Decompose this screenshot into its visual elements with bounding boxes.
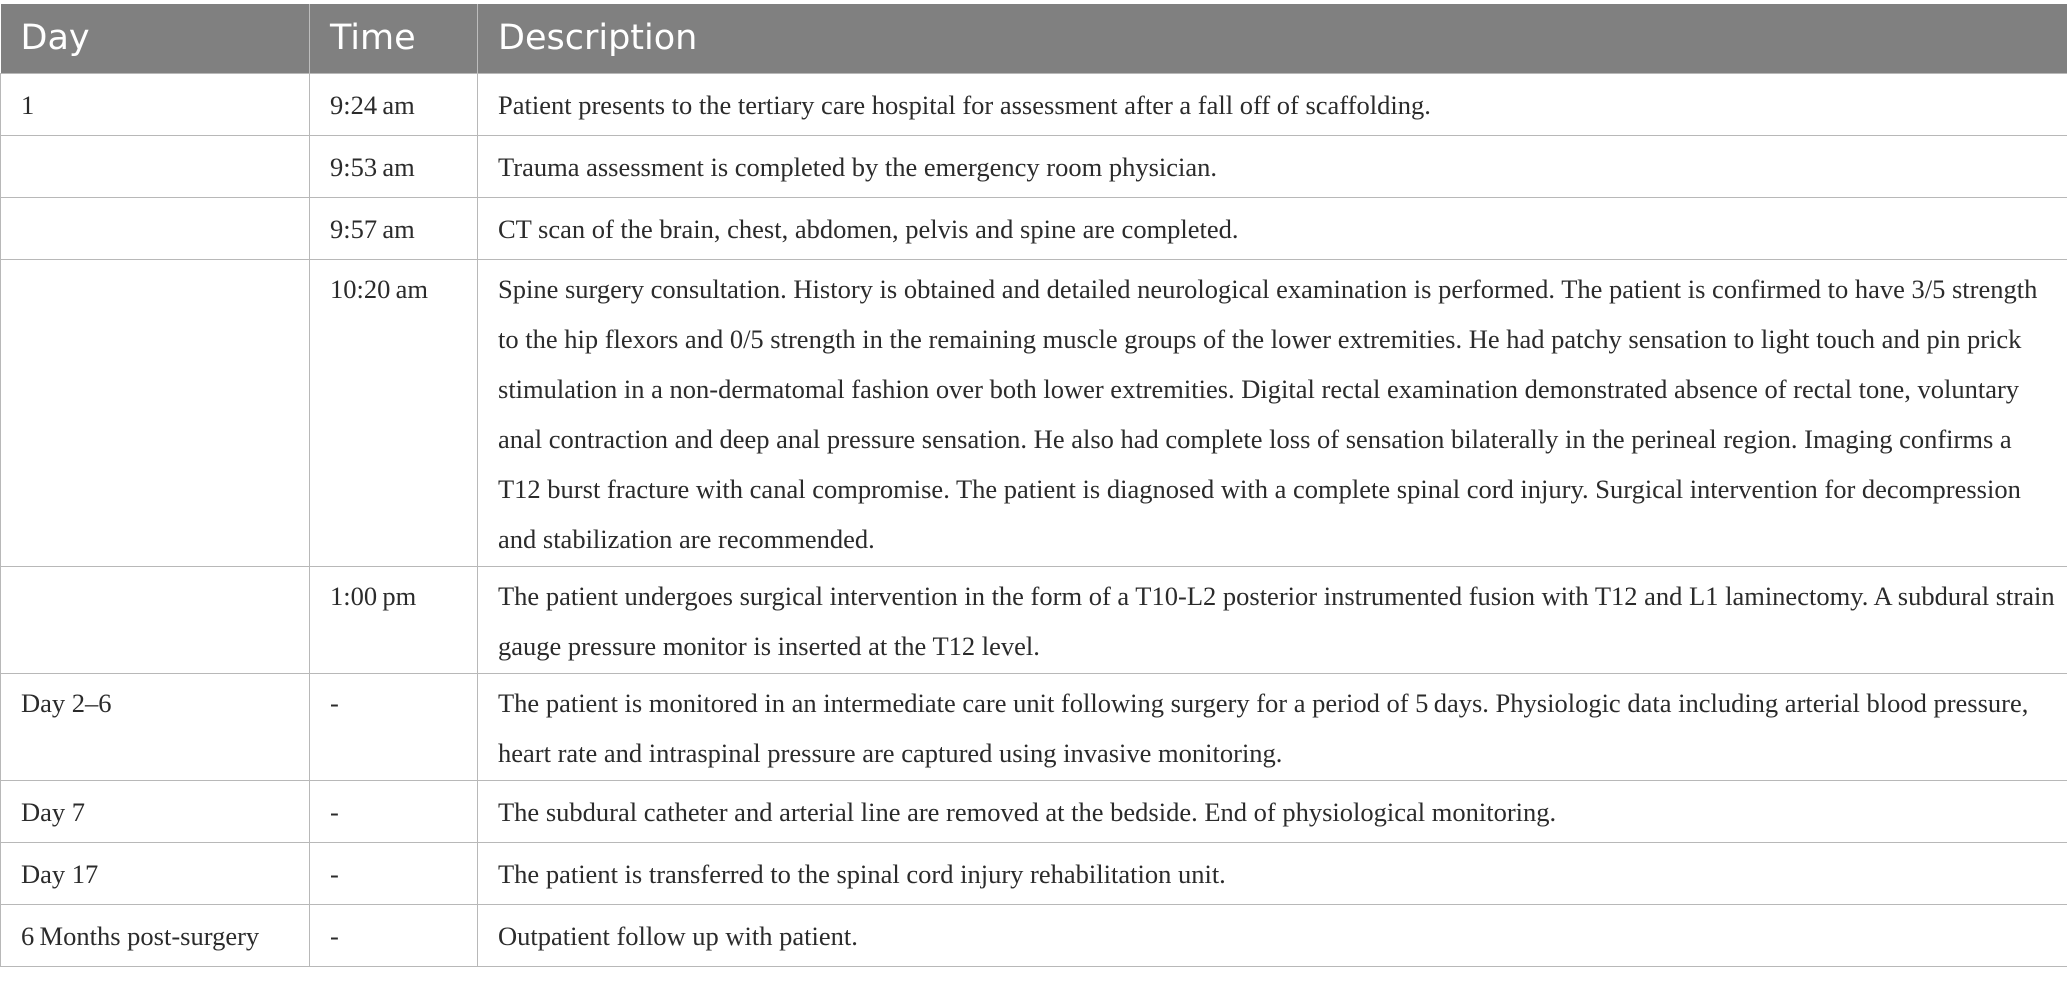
cell-time: -: [310, 780, 478, 842]
table-row: [1, 780, 2067, 842]
cell-time: 9:53 am: [310, 135, 478, 197]
cell-time: -: [310, 904, 478, 966]
cell-day: [1, 566, 310, 673]
table-row: [1, 259, 2067, 566]
timeline-table-container: [0, 4, 2067, 967]
cell-description: Trauma assessment is completed by the emergency room physician.: [478, 135, 2067, 197]
table-row: [1, 904, 2067, 966]
cell-description: The patient is monitored in an intermediate care unit following surgery for a period of 5 days. Physiologic data including arterial blood pressure, heart rate and intraspinal pressure are captured using invasive monitoring.: [478, 673, 2067, 780]
cell-description: The subdural catheter and arterial line are removed at the bedside. End of physiological monitoring.: [478, 780, 2067, 842]
cell-description: The patient undergoes surgical intervention in the form of a T10-L2 posterior instrumented fusion with T12 and L1 laminectomy. A subdural strain gauge pressure monitor is inserted at the T12 level.: [478, 566, 2067, 673]
table-body: [1, 73, 2067, 966]
cell-time: 9:57 am: [310, 197, 478, 259]
cell-day: Day 17: [1, 842, 310, 904]
cell-day: Day 7: [1, 780, 310, 842]
header-row: [1, 4, 2067, 73]
table-row: [1, 842, 2067, 904]
header-time: Time: [310, 4, 478, 73]
table-row: [1, 673, 2067, 780]
cell-day: [1, 259, 310, 566]
cell-description: CT scan of the brain, chest, abdomen, pelvis and spine are completed.: [478, 197, 2067, 259]
cell-description: The patient is transferred to the spinal cord injury rehabilitation unit.: [478, 842, 2067, 904]
cell-time: 1:00 pm: [310, 566, 478, 673]
cell-day: 6 Months post-surgery: [1, 904, 310, 966]
cell-description: Spine surgery consultation. History is obtained and detailed neurological examination is performed. The patient is confirmed to have 3/5 strength to the hip flexors and 0/5 strength in the remaining muscle groups of the lower extremities. He had patchy sensation to light touch and pin prick stimulation in a non-dermatomal fashion over both lower extremities. Digital rectal examination demonstrated absence of rectal tone, voluntary anal contraction and deep anal pressure sensation. He also had complete loss of sensation bilaterally in the perineal region. Imaging confirms a T12 burst fracture with canal compromise. The patient is diagnosed with a complete spinal cord injury. Surgical intervention for decompression and stabilization are recommended.: [478, 259, 2067, 566]
cell-day: [1, 197, 310, 259]
cell-description: Outpatient follow up with patient.: [478, 904, 2067, 966]
cell-time: -: [310, 673, 478, 780]
table-header: [1, 4, 2067, 73]
cell-day: 1: [1, 73, 310, 135]
table-row: [1, 197, 2067, 259]
cell-time: 9:24 am: [310, 73, 478, 135]
cell-description: Patient presents to the tertiary care hospital for assessment after a fall off of scaffolding.: [478, 73, 2067, 135]
header-description: Description: [478, 4, 2067, 73]
table-row: [1, 135, 2067, 197]
table-row: [1, 566, 2067, 673]
table-row: [1, 73, 2067, 135]
cell-time: 10:20 am: [310, 259, 478, 566]
cell-time: -: [310, 842, 478, 904]
header-day: Day: [1, 4, 310, 73]
cell-day: [1, 135, 310, 197]
timeline-table: [0, 4, 2067, 967]
cell-day: Day 2–6: [1, 673, 310, 780]
